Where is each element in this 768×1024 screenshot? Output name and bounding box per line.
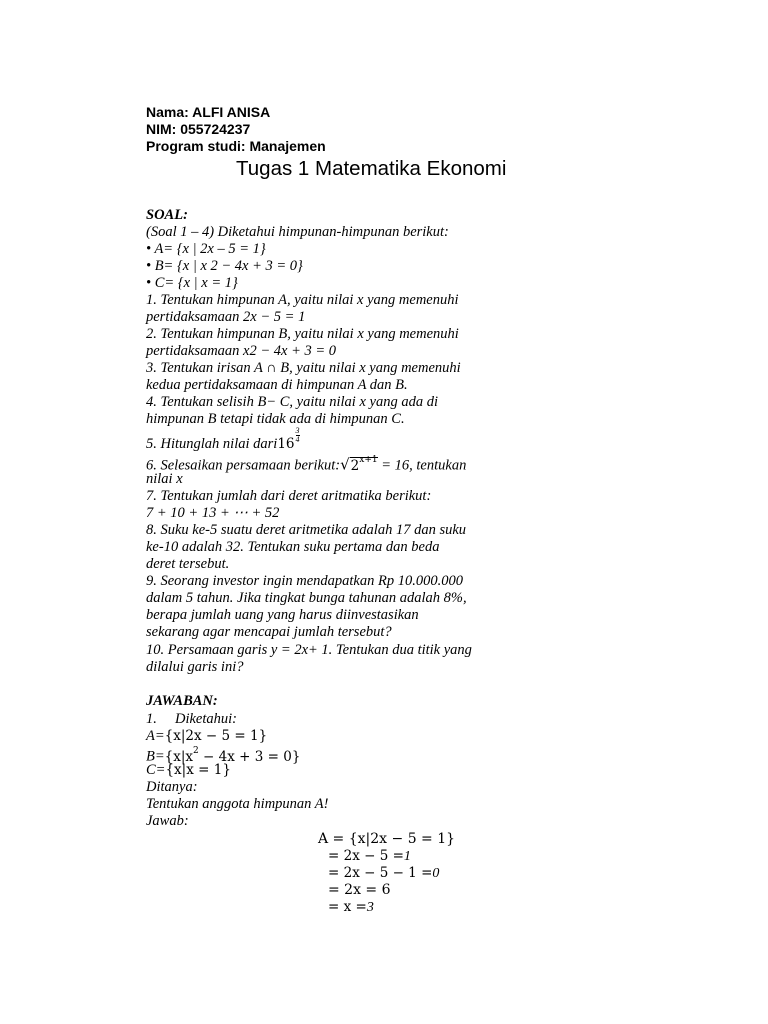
set-b-exponent: 2 xyxy=(193,746,199,756)
set-c-definition: • C= {x | x = 1} xyxy=(146,275,238,291)
question-8-line-2: ke-10 adalah 32. Tentukan suku pertama dan beda xyxy=(146,539,440,555)
exponent-numerator: 3 xyxy=(295,426,300,435)
solution-step-1: A = {x|2x − 5 = 1} xyxy=(318,831,456,847)
question-9-line-3: berapa jumlah uang yang harus diinvestasikan xyxy=(146,607,419,623)
question-2-line-1: 2. Tentukan himpunan B, yaitu nilai x yang memenuhi xyxy=(146,326,459,342)
step-5-math: = x = xyxy=(328,899,367,915)
ditanya-label: Ditanya: xyxy=(146,779,198,795)
page-title: Tugas 1 Matematika Ekonomi xyxy=(236,157,507,180)
question-10-line-2: dilalui garis ini? xyxy=(146,659,244,675)
question-5-base: 16 xyxy=(277,436,295,452)
answer-set-c xyxy=(146,762,231,779)
jawab-label: Jawab: xyxy=(146,813,189,829)
step-2-math: = 2x − 5 = xyxy=(328,848,404,864)
question-3-line-2: kedua pertidaksamaan di himpunan A dan B. xyxy=(146,377,408,393)
question-2-line-2: pertidaksamaan x2 − 4x + 3 = 0 xyxy=(146,343,337,359)
question-8-line-3: deret tersebut. xyxy=(146,556,230,572)
set-b-math-end: − 4x + 3 = 0} xyxy=(198,748,301,765)
question-9-line-4: sekarang agar mencapai jumlah tersebut? xyxy=(146,624,392,640)
soal-intro: (Soal 1 – 4) Diketahui himpunan-himpunan berikut: xyxy=(146,224,449,240)
study-program: Program studi: Manajemen xyxy=(146,138,326,154)
question-1-line-2: pertidaksamaan 2x − 5 = 1 xyxy=(146,309,306,325)
question-3-line-1: 3. Tentukan irisan A ∩ B, yaitu nilai x yang memenuhi xyxy=(146,360,461,376)
answer-1-known: 1. Diketahui: xyxy=(146,711,238,727)
solution-step-3 xyxy=(328,865,439,882)
question-9-line-1: 9. Seorang investor ingin mendapatkan Rp 10.000.000 xyxy=(146,573,463,589)
student-name: Nama: ALFI ANISA xyxy=(146,104,271,120)
question-6-line-1 xyxy=(146,454,466,475)
question-1-line-1: 1. Tentukan himpunan A, yaitu nilai x yang memenuhi xyxy=(146,292,459,308)
exponent-denominator: 4 xyxy=(295,435,300,444)
set-b-label: B= xyxy=(146,748,165,765)
question-10-line-1: 10. Persamaan garis y = 2x+ 1. Tentukan dua titik yang xyxy=(146,642,472,658)
question-restated: Tentukan anggota himpunan A! xyxy=(146,796,329,812)
set-b-math-start: {x|x xyxy=(164,748,194,765)
jawaban-heading: JAWABAN: xyxy=(146,693,218,709)
student-nim: NIM: 055724237 xyxy=(146,121,251,137)
solution-step-5 xyxy=(328,899,374,916)
step-3-value: 0 xyxy=(432,866,440,881)
question-4-line-2: himpunan B tetapi tidak ada di himpunan C. xyxy=(146,411,405,427)
question-6-exponent: x+1 xyxy=(359,455,378,465)
set-a-definition: • A= {x | 2x – 5 = 1} xyxy=(146,241,266,257)
question-5 xyxy=(146,426,300,453)
set-c-label: C= xyxy=(146,762,166,778)
question-6-line-2: nilai x xyxy=(146,471,183,487)
question-6-text: 6. Selesaikan persamaan berikut: xyxy=(146,457,341,474)
question-9-line-2: dalam 5 tahun. Jika tingkat bunga tahunan adalah 8%, xyxy=(146,590,467,606)
solution-step-2 xyxy=(328,848,411,865)
step-2-value: 1 xyxy=(403,849,411,864)
step-3-math: = 2x − 5 − 1 = xyxy=(328,865,433,881)
question-7-line-1: 7. Tentukan jumlah dari deret aritmatika berikut: xyxy=(146,488,432,504)
solution-step-4: = 2x = 6 xyxy=(328,882,391,898)
set-b-definition: • B= {x | x 2 − 4x + 3 = 0} xyxy=(146,258,303,274)
answer-set-a xyxy=(146,728,267,745)
step-5-value: 3 xyxy=(366,900,374,915)
set-a-label: A= xyxy=(146,728,165,744)
square-root-icon: $√2^{x+1}$ xyxy=(340,455,378,474)
question-4-line-1: 4. Tentukan selisih B− C, yaitu nilai x yang ada di xyxy=(146,394,438,410)
question-8-line-1: 8. Suku ke-5 suatu deret aritmetika adalah 17 dan suku xyxy=(146,522,467,538)
set-a-math: {x|2x − 5 = 1} xyxy=(164,728,268,744)
question-7-line-2: 7 + 10 + 13 + ⋯ + 52 xyxy=(146,505,280,521)
question-5-exponent xyxy=(296,427,300,444)
soal-heading: SOAL: xyxy=(146,207,188,223)
set-c-math: {x|x = 1} xyxy=(165,762,231,778)
question-5-text: 5. Hitunglah nilai dari xyxy=(146,436,278,452)
question-6-rest: = 16, tentukan xyxy=(377,457,467,474)
question-6-base: 2 xyxy=(350,457,360,474)
